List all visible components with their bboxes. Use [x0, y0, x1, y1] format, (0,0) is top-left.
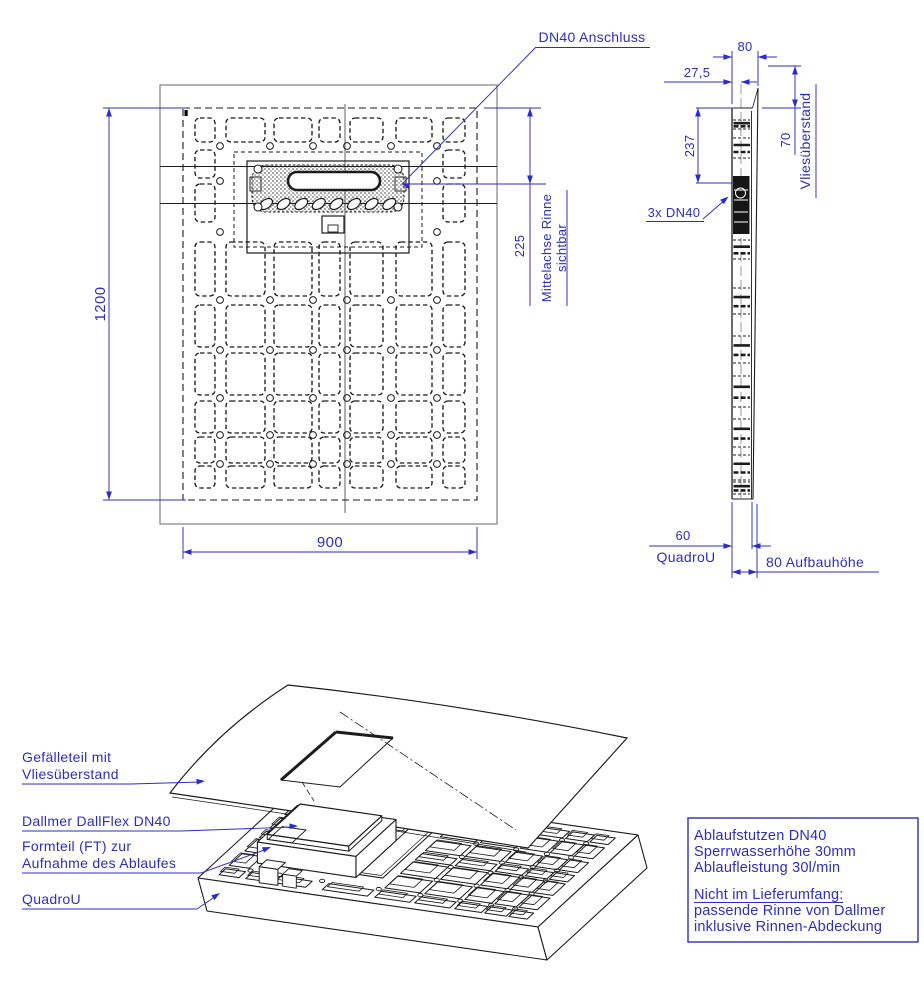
info-line-1: Ablaufstutzen DN40	[694, 828, 827, 844]
side-view	[732, 84, 758, 499]
formteil-label-line2: Aufnahme des Ablaufes	[22, 855, 177, 871]
outlets-label: 3x DN40	[647, 205, 701, 220]
info-line-2: Sperrwasserhöhe 30mm	[694, 844, 856, 860]
plan-width-dimension: 900	[316, 534, 344, 551]
drain-axis-note-line2: sichtbar	[554, 224, 569, 272]
fleece-label: Vliesüberstand	[797, 92, 813, 190]
slope-piece-label-line2: Vliesüberstand	[22, 766, 119, 782]
drain-axis-note-line1: Mittelachse Rinne	[539, 193, 554, 303]
info-line-3: Ablaufleistung 30l/min	[694, 860, 841, 876]
connection-callout-label: DN40 Anschluss	[538, 29, 646, 45]
side-view-dimensions	[646, 51, 879, 578]
side-drain-distance-dimension: 237	[682, 134, 697, 158]
base-thickness-dimension: 60	[675, 528, 691, 543]
build-height-label: 80 Aufbauhöhe	[766, 554, 865, 570]
info-note-title: Nicht im Lieferumfang:	[694, 887, 844, 903]
slope-piece-label-line1: Gefälleteil mit	[22, 749, 112, 765]
info-note-line-2: inklusive Rinnen-Abdeckung	[694, 919, 883, 935]
dallflex-label: Dallmer DallFlex DN40	[22, 813, 171, 829]
info-box	[688, 818, 918, 942]
formteil-label-line1: Formteil (FT) zur	[22, 838, 132, 854]
fleece-overhang-dimension: 70	[778, 132, 793, 148]
side-outlet-offset-dimension: 27,5	[683, 65, 711, 80]
exploded-view	[170, 685, 647, 960]
plan-drain-offset-dimension: 225	[512, 234, 527, 258]
quadrou-label: QuadroU	[22, 891, 81, 907]
exploded-view-texts	[22, 749, 176, 907]
side-top-width-dimension: 80	[737, 39, 753, 54]
plan-height-dimension: 1200	[92, 286, 109, 322]
plan-view-texts	[92, 29, 645, 551]
info-note-line-1: passende Rinne von Dallmer	[694, 903, 886, 919]
plan-view-dimensions	[103, 47, 650, 559]
base-name-label: QuadroU	[656, 549, 716, 565]
plan-view	[160, 85, 497, 524]
